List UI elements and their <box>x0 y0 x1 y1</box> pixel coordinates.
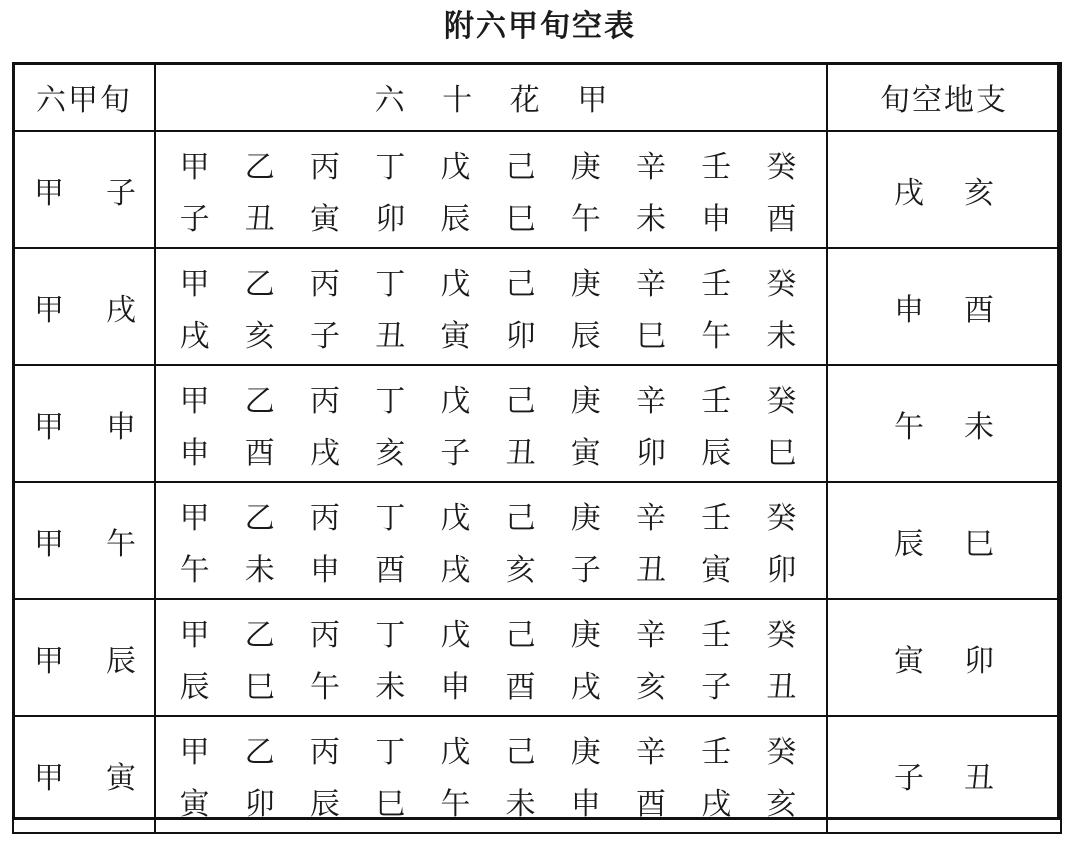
branch-char: 午 <box>570 201 601 237</box>
stem-char: 戊 <box>440 383 471 419</box>
kong-char: 未 <box>964 409 994 445</box>
branch-char: 亥 <box>635 669 666 705</box>
branch-char: 寅 <box>570 435 601 471</box>
stem-char: 甲 <box>179 617 210 653</box>
branch-char: 戌 <box>570 669 601 705</box>
stem-char: 丙 <box>309 149 340 185</box>
stem-char: 丙 <box>309 383 340 419</box>
branch-char: 戌 <box>179 318 210 354</box>
branch-char: 丑 <box>244 201 275 237</box>
table-outer-border <box>12 62 1060 820</box>
stem-char: 乙 <box>244 149 275 185</box>
branch-char: 亥 <box>375 435 406 471</box>
stem-char: 辛 <box>635 500 666 536</box>
kong-char: 亥 <box>964 175 994 211</box>
kong-char: 巳 <box>964 526 994 562</box>
xun-char: 辰 <box>106 643 136 679</box>
stem-char: 癸 <box>766 383 797 419</box>
stem-char: 壬 <box>701 500 732 536</box>
stem-char: 庚 <box>570 734 601 770</box>
stem-char: 丁 <box>375 734 406 770</box>
branch-char: 午 <box>440 786 471 822</box>
branch-char: 未 <box>375 669 406 705</box>
stem-char: 甲 <box>179 734 210 770</box>
stem-char: 甲 <box>179 149 210 185</box>
xun-char: 甲 <box>34 760 64 796</box>
stem-char: 丙 <box>309 500 340 536</box>
kong-char: 卯 <box>964 643 994 679</box>
header-char: 六 <box>374 83 405 118</box>
kong-char: 子 <box>894 760 924 796</box>
branch-char: 亥 <box>766 786 797 822</box>
xun-char: 子 <box>106 175 136 211</box>
header-xunkong-dizhi: 旬空地支 <box>827 63 1061 131</box>
stem-char: 壬 <box>701 383 732 419</box>
branch-char: 午 <box>179 552 210 588</box>
branch-char: 辰 <box>309 786 340 822</box>
page-title: 附六甲旬空表 <box>444 9 636 44</box>
xun-char: 甲 <box>34 526 64 562</box>
stem-char: 乙 <box>244 266 275 302</box>
branch-char: 丑 <box>375 318 406 354</box>
branch-char: 子 <box>309 318 340 354</box>
stem-char: 戊 <box>440 266 471 302</box>
stem-char: 戊 <box>440 734 471 770</box>
stem-char: 己 <box>505 500 536 536</box>
stem-char: 癸 <box>766 617 797 653</box>
stem-char: 乙 <box>244 617 275 653</box>
stem-char: 丁 <box>375 500 406 536</box>
branch-char: 卯 <box>375 201 406 237</box>
header-char: 花 <box>509 83 540 118</box>
stem-char: 庚 <box>570 500 601 536</box>
stem-char: 丙 <box>309 266 340 302</box>
stem-char: 己 <box>505 266 536 302</box>
branch-char: 寅 <box>179 786 210 822</box>
xun-char: 甲 <box>34 292 64 328</box>
stem-char: 甲 <box>179 500 210 536</box>
stem-char: 癸 <box>766 734 797 770</box>
branch-char: 子 <box>179 201 210 237</box>
stem-char: 壬 <box>701 149 732 185</box>
branch-char: 未 <box>635 201 666 237</box>
stem-char: 甲 <box>179 383 210 419</box>
kong-char: 午 <box>894 409 924 445</box>
branch-char: 未 <box>244 552 275 588</box>
branch-char: 寅 <box>440 318 471 354</box>
stem-char: 癸 <box>766 149 797 185</box>
stem-char: 辛 <box>635 617 666 653</box>
branch-char: 申 <box>570 786 601 822</box>
stem-char: 己 <box>505 383 536 419</box>
stem-char: 己 <box>505 149 536 185</box>
xun-char: 申 <box>106 409 136 445</box>
xun-char: 甲 <box>34 409 64 445</box>
stem-char: 己 <box>505 617 536 653</box>
stem-char: 癸 <box>766 500 797 536</box>
branch-char: 酉 <box>505 669 536 705</box>
branch-char: 卯 <box>766 552 797 588</box>
branch-char: 辰 <box>179 669 210 705</box>
stem-char: 乙 <box>244 383 275 419</box>
branch-char: 丑 <box>505 435 536 471</box>
branch-char: 酉 <box>375 552 406 588</box>
header-char: 甲 <box>577 83 608 118</box>
branch-char: 未 <box>505 786 536 822</box>
branch-char: 寅 <box>701 552 732 588</box>
branch-char: 丑 <box>766 669 797 705</box>
branch-char: 午 <box>701 318 732 354</box>
stem-char: 辛 <box>635 383 666 419</box>
branch-char: 辰 <box>440 201 471 237</box>
branch-char: 巳 <box>635 318 666 354</box>
stem-char: 丙 <box>309 617 340 653</box>
branch-char: 巳 <box>766 435 797 471</box>
branch-char: 午 <box>309 669 340 705</box>
kong-char: 酉 <box>964 292 994 328</box>
stem-char: 辛 <box>635 266 666 302</box>
branch-char: 卯 <box>505 318 536 354</box>
stem-char: 壬 <box>701 617 732 653</box>
branch-char: 酉 <box>635 786 666 822</box>
branch-char: 寅 <box>309 201 340 237</box>
stem-char: 己 <box>505 734 536 770</box>
kong-char: 丑 <box>964 760 994 796</box>
xun-char: 甲 <box>34 175 64 211</box>
branch-char: 酉 <box>244 435 275 471</box>
xun-char: 戌 <box>106 292 136 328</box>
stem-char: 戊 <box>440 617 471 653</box>
kong-char: 申 <box>894 292 924 328</box>
header-liujia-xun: 六甲旬 <box>13 63 155 131</box>
branch-char: 卯 <box>635 435 666 471</box>
branch-char: 申 <box>701 201 732 237</box>
branch-char: 酉 <box>766 201 797 237</box>
stem-char: 庚 <box>570 149 601 185</box>
stem-char: 壬 <box>701 734 732 770</box>
branch-char: 巳 <box>244 669 275 705</box>
stem-char: 庚 <box>570 617 601 653</box>
branch-char: 戌 <box>440 552 471 588</box>
branch-char: 亥 <box>505 552 536 588</box>
stem-char: 丙 <box>309 734 340 770</box>
stem-char: 庚 <box>570 266 601 302</box>
branch-char: 申 <box>440 669 471 705</box>
xun-char: 寅 <box>106 760 136 796</box>
branch-char: 亥 <box>244 318 275 354</box>
stem-char: 辛 <box>635 734 666 770</box>
branch-char: 戌 <box>309 435 340 471</box>
kong-char: 寅 <box>894 643 924 679</box>
stem-char: 庚 <box>570 383 601 419</box>
header-char: 十 <box>442 83 473 118</box>
stem-char: 乙 <box>244 500 275 536</box>
stem-char: 壬 <box>701 266 732 302</box>
branch-char: 巳 <box>375 786 406 822</box>
stem-char: 丁 <box>375 266 406 302</box>
branch-char: 丑 <box>635 552 666 588</box>
stem-char: 甲 <box>179 266 210 302</box>
branch-char: 巳 <box>505 201 536 237</box>
xun-char: 甲 <box>34 643 64 679</box>
branch-char: 未 <box>766 318 797 354</box>
branch-char: 戌 <box>701 786 732 822</box>
branch-char: 辰 <box>701 435 732 471</box>
branch-char: 子 <box>440 435 471 471</box>
stem-char: 癸 <box>766 266 797 302</box>
branch-char: 子 <box>701 669 732 705</box>
stem-char: 乙 <box>244 734 275 770</box>
stem-char: 丁 <box>375 383 406 419</box>
branch-char: 辰 <box>570 318 601 354</box>
branch-char: 申 <box>179 435 210 471</box>
stem-char: 辛 <box>635 149 666 185</box>
kong-char: 辰 <box>894 526 924 562</box>
xun-char: 午 <box>106 526 136 562</box>
stem-char: 戊 <box>440 149 471 185</box>
stem-char: 丁 <box>375 617 406 653</box>
kong-char: 戌 <box>894 175 924 211</box>
branch-char: 卯 <box>244 786 275 822</box>
stem-char: 丁 <box>375 149 406 185</box>
branch-char: 子 <box>570 552 601 588</box>
stem-char: 戊 <box>440 500 471 536</box>
branch-char: 申 <box>309 552 340 588</box>
